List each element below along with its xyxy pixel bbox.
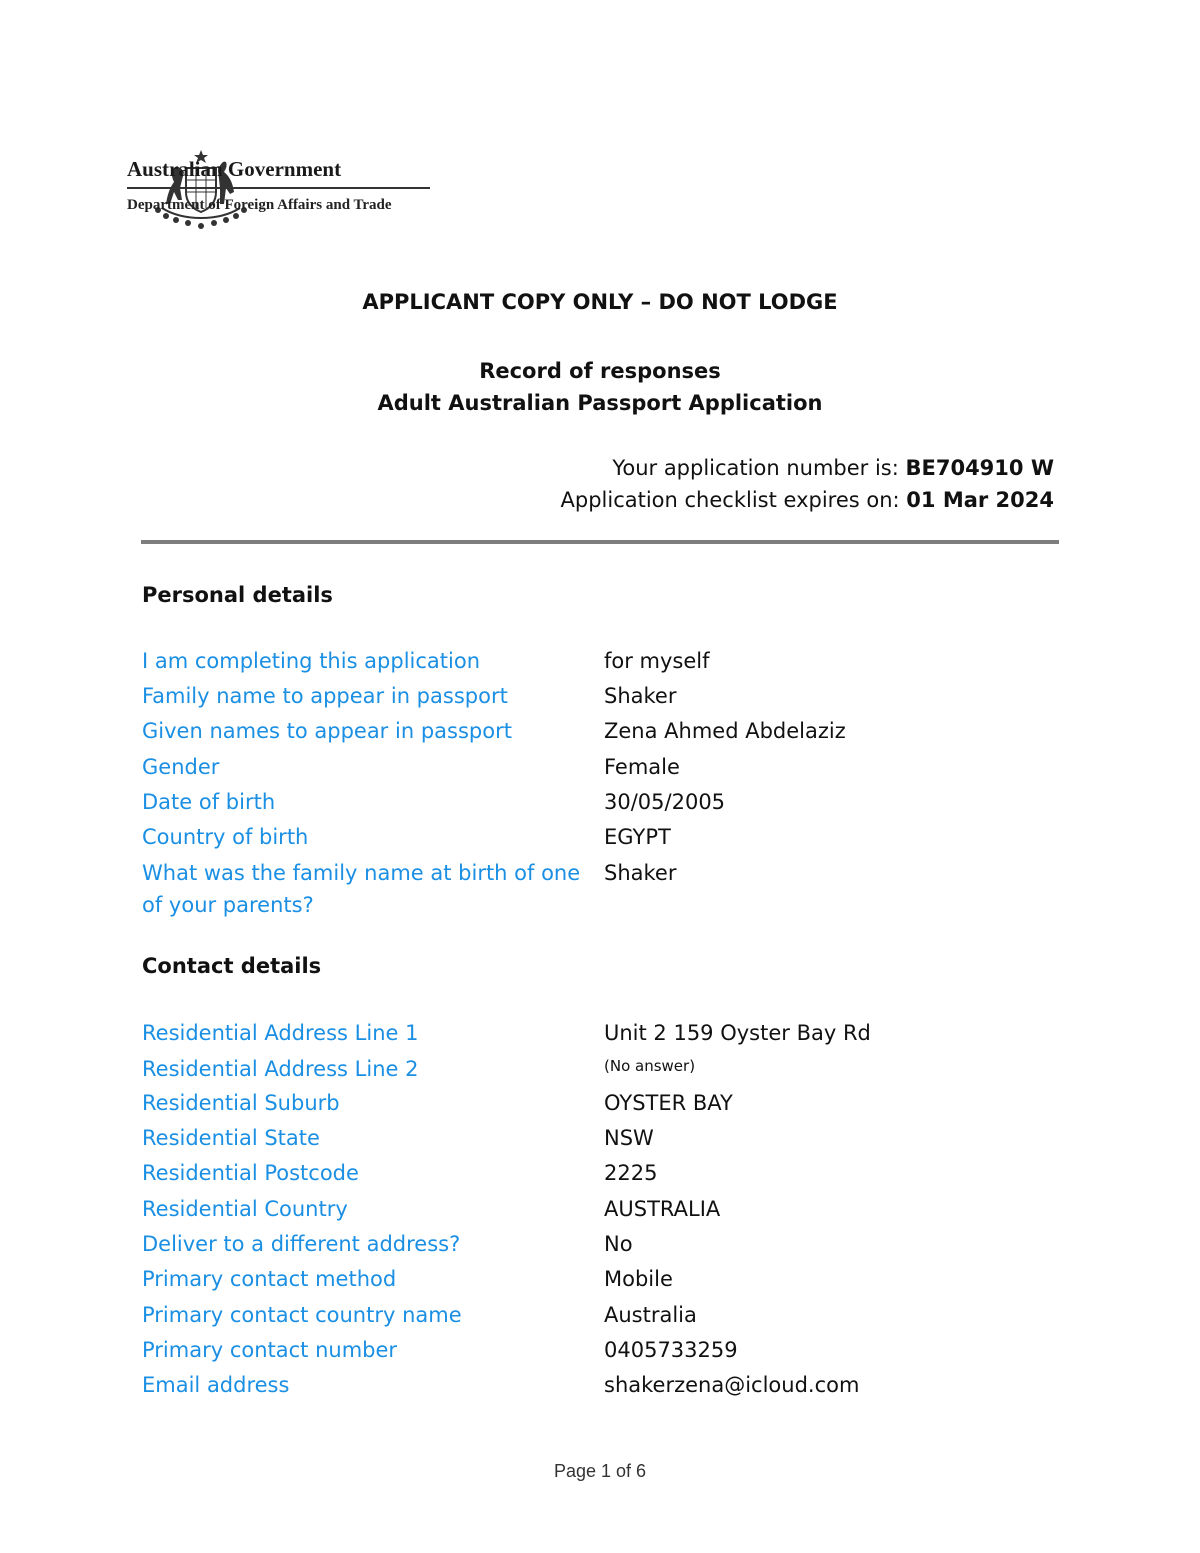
question-label: Residential State	[142, 1126, 320, 1150]
applicant-copy-notice: APPLICANT COPY ONLY – DO NOT LODGE	[362, 290, 838, 314]
section-divider	[141, 540, 1059, 544]
question-label: Residential Suburb	[142, 1091, 340, 1115]
answer-value: shakerzena@icloud.com	[604, 1373, 860, 1397]
department-name: Department of Foreign Affairs and Trade	[127, 197, 392, 213]
answer-value: Shaker	[604, 684, 677, 708]
question-label: Primary contact number	[142, 1338, 398, 1362]
answer-value: Female	[604, 755, 680, 779]
application-expiry	[561, 488, 1055, 512]
answer-value: Mobile	[604, 1267, 673, 1291]
contact-details-heading: Contact details	[142, 954, 322, 978]
answer-value: AUSTRALIA	[604, 1197, 721, 1221]
answer-value: Australia	[604, 1303, 697, 1327]
application-expiry-label: Application checklist expires on:	[560, 488, 907, 512]
question-label: Residential Address Line 2	[142, 1057, 419, 1081]
question-label: What was the family name at birth of one of your parents?	[142, 861, 581, 917]
answer-value: Zena Ahmed Abdelaziz	[604, 719, 846, 743]
question-label: Given names to appear in passport	[142, 719, 512, 743]
answer-value: EGYPT	[604, 825, 671, 849]
question-label: Residential Address Line 1	[142, 1021, 419, 1045]
application-number-label: Your application number is:	[612, 456, 906, 480]
application-number-value: BE704910 W	[905, 456, 1054, 480]
page-number: Page 1 of 6	[553, 1461, 647, 1481]
answer-value: Unit 2 159 Oyster Bay Rd	[604, 1021, 871, 1045]
question-label: Primary contact country name	[142, 1303, 462, 1327]
answer-value: Shaker	[604, 861, 677, 885]
answer-value: 30/05/2005	[604, 790, 726, 814]
answer-value: NSW	[604, 1126, 654, 1150]
question-label: Primary contact method	[142, 1267, 397, 1291]
government-name: Australian Government	[127, 157, 342, 181]
question-label: I am completing this application	[142, 649, 481, 673]
answer-value: for myself	[604, 649, 710, 673]
record-title: Record of responses	[479, 359, 721, 383]
personal-details-heading: Personal details	[142, 583, 333, 607]
application-expiry-value: 01 Mar 2024	[906, 488, 1054, 512]
question-label: Date of birth	[142, 790, 276, 814]
question-label: Residential Postcode	[142, 1161, 359, 1185]
application-number	[612, 456, 1054, 480]
question-label: Deliver to a different address?	[142, 1232, 461, 1256]
application-title: Adult Australian Passport Application	[377, 391, 823, 415]
question-label: Gender	[142, 755, 220, 779]
question-label: Country of birth	[142, 825, 309, 849]
answer-value: OYSTER BAY	[604, 1091, 733, 1115]
header-divider	[127, 187, 430, 189]
question-label: Family name to appear in passport	[142, 684, 508, 708]
answer-value: No	[604, 1232, 633, 1256]
answer-value: (No answer)	[604, 1057, 696, 1075]
question-label: Email address	[142, 1373, 290, 1397]
answer-value: 0405733259	[604, 1338, 738, 1362]
question-label: Residential Country	[142, 1197, 348, 1221]
answer-value: 2225	[604, 1161, 658, 1185]
